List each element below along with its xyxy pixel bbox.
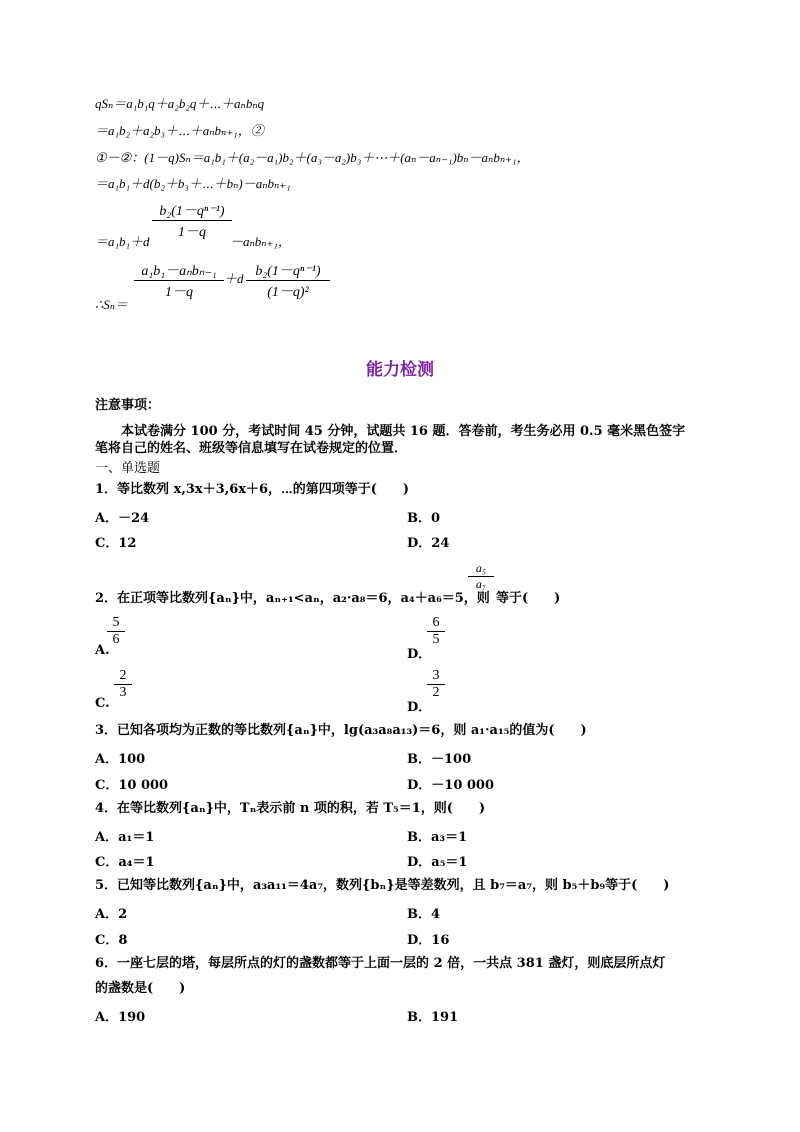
derivation-line-6-prefix: ∴Sₙ＝ xyxy=(95,297,129,312)
question-3-option-c: C．10 000 xyxy=(95,778,169,793)
fraction-numerator: 3 xyxy=(432,668,440,683)
derivation-line-3: ①－②：(1－q)Sₙ＝a₁b₁＋(a₂－a₁)b₂＋(a₃－a₂)b₃＋⋯＋(aₙ－aₙ₋₁)bₙ－aₙbₙ₊₁， xyxy=(95,150,530,165)
notice-heading: 注意事项： xyxy=(95,398,161,413)
question-4-option-d: D．a₅＝1 xyxy=(407,855,468,870)
derivation-line-5-prefix: ＝a₁b₁＋d xyxy=(95,234,150,249)
derivation-line-6-plus-d: ＋d xyxy=(224,271,244,286)
question-1-option-d: D．24 xyxy=(407,536,450,551)
derivation-line-6-fraction-1 xyxy=(134,260,224,301)
derivation-line-2: ＝a₁b₂＋a₂b₃＋⋯＋aₙbₙ₊₁，② xyxy=(95,123,264,138)
fraction-denominator: 1－q xyxy=(178,225,206,240)
fraction-numerator: b₂(1－qⁿ⁻¹) xyxy=(159,204,225,219)
notice-body-line-2: 笔将自己的姓名、班级等信息填写在试卷规定的位置． xyxy=(95,441,408,456)
part-heading: 一、单选题 xyxy=(95,461,161,476)
question-2-option-b-fraction xyxy=(427,615,445,648)
question-2-option-d-label: D． xyxy=(407,700,432,715)
fraction-numerator: 5 xyxy=(112,615,120,630)
fraction-denominator: 5 xyxy=(432,632,440,647)
question-5-option-b: B．4 xyxy=(407,907,441,922)
question-3-option-b: B．－100 xyxy=(407,752,472,767)
question-5-option-d: D．16 xyxy=(407,933,450,948)
derivation-line-4: ＝a₁b₁＋d(b₂＋b₃＋⋯＋bₙ)－aₙbₙ₊₁ xyxy=(95,176,291,191)
question-4-option-c: C．a₄＝1 xyxy=(95,855,155,870)
section-title: 能力检测 xyxy=(366,360,434,380)
question-2-stem-tail: 等于( ) xyxy=(496,591,561,606)
derivation-line-5-fraction xyxy=(152,200,232,241)
question-1-option-c: C．12 xyxy=(95,536,137,551)
notice-body-line-1: 本试卷满分 100 分，考试时间 45 分钟，试题共 16 题．答卷前，考生务必用 0.5 毫米黑色签字 xyxy=(121,424,686,439)
fraction-numerator: b₂(1－qⁿ⁻¹) xyxy=(255,264,321,279)
question-5-option-c: C．8 xyxy=(95,933,128,948)
fraction-denominator: 1－q xyxy=(165,285,193,300)
question-1-stem: 1．等比数列 x,3x＋3,6x＋6，⋯的第四项等于( ) xyxy=(95,482,410,497)
question-6-option-b: B．191 xyxy=(407,1010,459,1025)
question-1-option-a: A．－24 xyxy=(95,511,150,526)
question-4-option-a: A．a₁＝1 xyxy=(95,830,155,845)
question-2-option-b-label: D． xyxy=(407,647,432,662)
question-2-option-c-label: C. xyxy=(95,696,110,711)
fraction-denominator: a₇ xyxy=(475,577,487,591)
question-3-stem: 3．已知各项均为正数的等比数列{aₙ}中，lg(a₃a₈a₁₃)＝6，则 a₁·a₁₅的值为( ) xyxy=(95,723,587,738)
question-1-option-b: B．0 xyxy=(407,511,441,526)
derivation-line-1: qSₙ＝a₁b₁q＋a₂b₂q＋⋯＋aₙbₙq xyxy=(95,96,265,111)
question-2-option-c-fraction xyxy=(114,668,132,701)
question-6-stem-line-1: 6．一座七层的塔，每层所点的灯的盏数都等于上面一层的 2 倍，一共点 381 盏灯，则底层所点灯 xyxy=(95,956,666,971)
fraction-numerator: a₁b₁－aₙbₙ₋₁ xyxy=(141,264,217,279)
question-2-option-a-fraction xyxy=(107,615,125,648)
fraction-denominator: 2 xyxy=(432,685,440,700)
question-4-option-b: B．a₃＝1 xyxy=(407,830,468,845)
question-2-stem-fraction xyxy=(468,561,494,592)
derivation-line-6-fraction-2 xyxy=(246,260,330,301)
fraction-denominator: 6 xyxy=(112,632,120,647)
question-2-option-d-fraction xyxy=(427,668,445,701)
fraction-numerator: 2 xyxy=(119,668,127,683)
question-4-stem: 4．在等比数列{aₙ}中，Tₙ表示前 n 项的积，若 T₅＝1，则( ) xyxy=(95,801,486,816)
fraction-numerator: a₅ xyxy=(475,561,487,575)
fraction-numerator: 6 xyxy=(432,615,440,630)
question-2-stem: 2．在正项等比数列{aₙ}中，aₙ₊₁<aₙ，a₂·a₈＝6，a₄＋a₆＝5，则 xyxy=(95,591,490,606)
question-5-stem: 5．已知等比数列{aₙ}中，a₃a₁₁＝4a₇，数列{bₙ}是等差数列，且 b₇＝a₇，则 b₅＋b₉等于( ) xyxy=(95,878,670,893)
question-2-option-a-label: A. xyxy=(95,643,110,658)
question-6-option-a: A．190 xyxy=(95,1010,146,1025)
fraction-denominator: 3 xyxy=(119,685,127,700)
derivation-line-5-suffix: －aₙbₙ₊₁， xyxy=(230,234,291,249)
question-3-option-a: A．100 xyxy=(95,752,146,767)
question-3-option-d: D．－10 000 xyxy=(407,778,495,793)
question-6-stem-line-2: 的盏数是( ) xyxy=(95,981,186,996)
question-5-option-a: A．2 xyxy=(95,907,128,922)
fraction-denominator: (1－q)² xyxy=(267,285,309,300)
